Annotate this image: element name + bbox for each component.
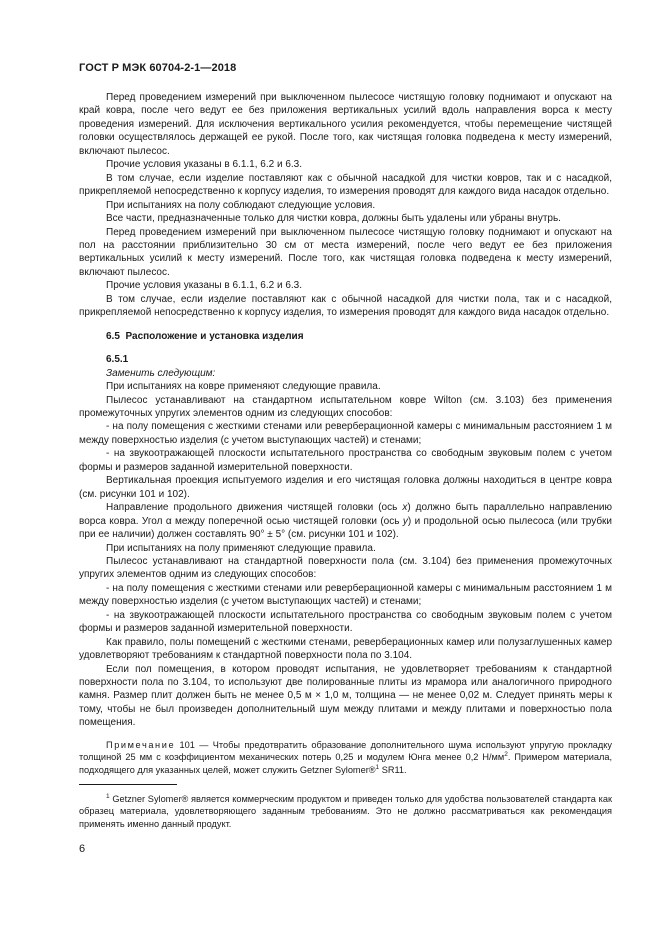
note: Примечание 101 — Чтобы предотвратить образование дополнительного шума используют упругую прокладку толщиной 25 мм с коэффициентом механических потерь 0,25 и модулем Юнга менее 0,2 $Н/мм^2$. Примером материала, подходящего для указанных целей, может служить Getzner Sylomer®$^1$ SR11. [79, 739, 613, 776]
section-number: 6.5 [106, 330, 120, 342]
list-item: - на полу помещения с жесткими стенами или реверберационной камеры с минимальным расстоянием 1 м между поверхностью изделия (с учетом выступающих частей) и стенами; [79, 582, 612, 608]
paragraph: В том случае, если изделие поставляют как с обычной насадкой для чистки ковров, так и с насадкой, прикрепляемой непосредственно к корпусу изделия, то измерения проводят для каждого вида насадок отдельно. [79, 172, 612, 198]
footnote-mark: 1 [106, 792, 110, 800]
paragraph: Как правило, полы помещений с жесткими стенами, реверберационных камер или полузаглушенных камер удовлетворяют требованиям к стандартной поверхности пола по 3.104. [79, 636, 612, 662]
footnote: $^1$ Getzner Sylomer® является коммерческим продуктом и приведен только для удобства пользователей стандарта как образец материала, удовлетворяющего заданным требованиям. Это не должно рассматриваться как рекомендация применять именно данный продукт. [79, 792, 612, 829]
document-body [79, 91, 612, 830]
paragraph: Прочие условия указаны в 6.1.1, 6.2 и 6.3. [106, 280, 303, 292]
paragraph-direction: Направление продольного движения чистящей головки (ось x) должно быть параллельно направлению ворса ковра. Угол α между поперечной осью чистящей головки (ось y) и продольной осью пылесоса (или трубки при ее наличии) должен составлять 90° ± 5° (см. рисунки 101 и 102). [79, 502, 613, 541]
axis-x: x [402, 502, 408, 514]
list-item: - на звукоотражающей плоскости испытательного пространства со свободным звуковым полем с учетом формы и размеров заданной измерительной поверхности. [79, 609, 612, 635]
paragraph: Прочие условия указаны в 6.1.1, 6.2 и 6.3. [106, 159, 303, 171]
page-number: 6 [79, 843, 86, 855]
footnote-ref: 1 [375, 763, 380, 771]
axis-y: y [402, 515, 408, 527]
paragraph: Все части, предназначенные только для чистки ковра, должны быть удалены или убраны внутрь. [106, 213, 561, 225]
paragraph: В том случае, если изделие поставляют как с обычной насадкой для чистки пола, так и с насадкой, прикрепляемой непосредственно к корпусу изделия, то измерения проводят для каждого вида насадок отдельно. [79, 293, 612, 319]
section-title: Расположение и установка изделия [125, 330, 304, 342]
subsection-number: 6.5.1 [106, 354, 129, 366]
document-header: ГОСТ Р МЭК 60704-2-1—2018 [79, 62, 237, 74]
paragraph: При испытаниях на полу применяют следующие правила. [106, 542, 376, 554]
note-label: Примечание [106, 739, 176, 750]
list-item: - на звукоотражающей плоскости испытательного пространства со свободным звуковым полем с учетом формы и размеров заданной измерительной поверхности. [79, 448, 612, 473]
paragraph: Если пол помещения, в котором проводят испытания, не удовлетворяет требованиям к стандартной поверхности пола по 3.104, то используют две полированные плиты из мрамора или аналогичного природного камня. Размер плит должен быть не менее 0,5 м × 1,0 м, толщина — не менее 0,02 м. Следует принять меры к тому, чтобы не был произведен дополнительный шум между плитами и между плитами и поверхностью пола помещения. [79, 663, 612, 729]
paragraph: При испытаниях на полу соблюдают следующие условия. [106, 199, 376, 211]
paragraph: Пылесос устанавливают на стандартном испытательном ковре Wilton (см. 3.103) без применения промежуточных упругих элементов одним из следующих способов: [79, 394, 612, 419]
angle-alpha: α [165, 515, 172, 527]
footnote-divider [79, 784, 177, 785]
paragraph: Вертикальная проекция испытуемого изделия и его чистящая головка должны находиться в центре ковра (см. рисунки 101 и 102). [79, 475, 612, 500]
list-item: - на полу помещения с жесткими стенами или реверберационной камеры с минимальным расстоянием 1 м между поверхностью изделия (с учетом выступающих частей) и стенами; [79, 421, 612, 446]
replace-label: Заменить следующим: [106, 367, 216, 379]
paragraph: При испытаниях на ковре применяют следующие правила. [106, 381, 381, 393]
paragraph: Перед проведением измерений при выключенном пылесосе чистящую головку поднимают и опускают на пол на расстоянии приблизительно 30 см от места измерений, после чего ведут ее без приложения вертикальных усилий к месту измерений. После того, как чистящая головка подведена к месту измерений, включают пылесос. [79, 226, 612, 278]
paragraph: Перед проведением измерений при выключенном пылесосе чистящую головку поднимают и опускают на край ковра, после чего ведут ее без приложения вертикальных усилий вдоль направления ворса к месту проведения измерений. Для исключения вертикального усилия рекомендуется, чтобы перемещение чистящей головки осуществлялось держащей ее рукой. После того, как чистящая головка подведена к месту измерений, включают пылесос. [79, 92, 612, 157]
paragraph: Пылесос устанавливают на стандартной поверхности пола (см. 3.104) без применения промежуточных упругих элементов одним из следующих способов: [79, 555, 612, 581]
section-heading [79, 330, 612, 343]
